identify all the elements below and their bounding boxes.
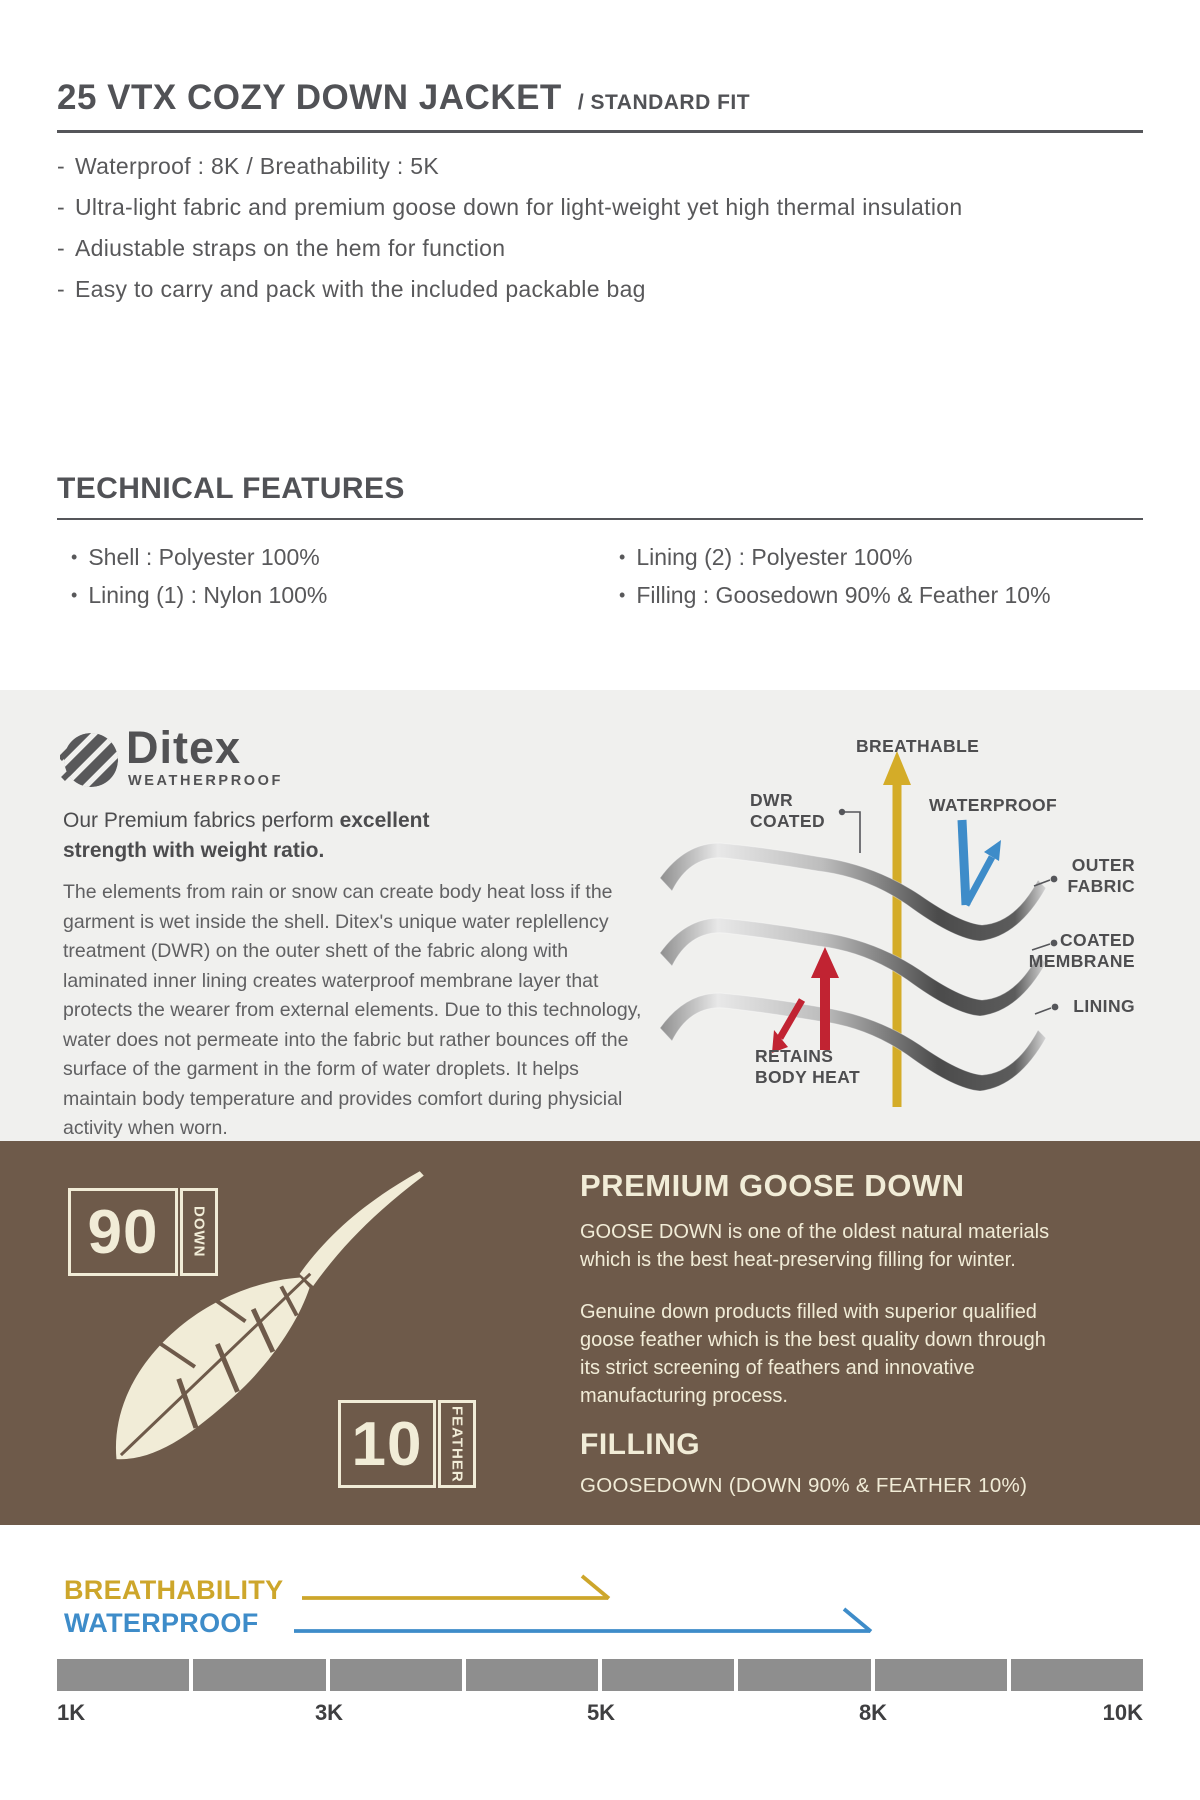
fabric-layers-diagram (630, 695, 1150, 1115)
rating-scale-bar (57, 1659, 1143, 1691)
dash-marker: - (57, 194, 65, 220)
page-header (57, 78, 1143, 133)
bullet-marker: • (619, 585, 626, 605)
tech-item-text: Lining (2) : Polyester 100% (636, 544, 913, 570)
feather-percent-badge (338, 1400, 476, 1488)
scale-tick-label: 3K (314, 1700, 344, 1725)
tech-item-text: Shell : Polyester 100% (88, 544, 320, 570)
scale-segment (330, 1659, 462, 1691)
scale-segment (466, 1659, 598, 1691)
tech-item (57, 538, 605, 576)
tech-item-text: Lining (1) : Nylon 100% (88, 582, 328, 608)
bullet-marker: • (619, 547, 626, 567)
scale-tick-label: 1K (57, 1700, 86, 1725)
feature-item (57, 146, 1143, 187)
down-unit-label: DOWN (180, 1188, 218, 1276)
feature-item (57, 187, 1143, 228)
scale-segment (602, 1659, 734, 1691)
scale-tick-label: 8K (858, 1700, 888, 1725)
ditex-body-paragraph: The elements from rain or snow can create body heat loss if the garment is wet inside the shell. Ditex's unique water replellency treatment (DWR) on the outer shett of the fabric along with laminated inner lining creates waterproof membrane layer that protects the wearer from external elements. Due to this technology, water does not permeate into the fabric but rather bounces off the surface of the garment in the form of water droplets. It helps maintain body temperature and provides comfort during physicial activity when worn. (63, 881, 642, 1139)
scale-tick-label: 5K (586, 1700, 616, 1725)
feather-percent-value: 10 (338, 1400, 436, 1488)
feather-unit-label: FEATHER (438, 1400, 476, 1488)
dash-marker: - (57, 235, 65, 261)
feature-list (57, 146, 1143, 310)
bullet-marker: • (71, 547, 78, 567)
tech-item-text: Filling : Goosedown 90% & Feather 10% (636, 582, 1051, 608)
goose-paragraph-2: Genuine down products filled with superior qualified goose feather which is the best quality down through its strict screening of feathers and innovative manufacturing process. (580, 1301, 1046, 1407)
product-title: 25 VTX COZY DOWN JACKET (57, 78, 562, 117)
scale-segment (738, 1659, 870, 1691)
feature-text: Ultra-light fabric and premium goose down for light-weight yet high thermal insulation (74, 194, 963, 220)
scale-tick-label: 10K (1102, 1700, 1143, 1725)
filling-detail: GOOSEDOWN (DOWN 90% & FEATHER 10%) (580, 1474, 1028, 1497)
fit-label: / STANDARD FIT (577, 91, 751, 114)
down-percent-badge (68, 1188, 218, 1276)
waterproof-rating-label: WATERPROOF (64, 1608, 259, 1638)
retains-heat-arrow (772, 947, 839, 1053)
bullet-marker: • (71, 585, 78, 605)
scale-segment (1011, 1659, 1143, 1691)
tech-item (605, 538, 1143, 576)
lead-bold: excellent strength with weight ratio. (63, 809, 430, 862)
dwr-coated-label: DWR COATED (750, 790, 825, 831)
premium-goose-down-heading: PREMIUM GOOSE DOWN (580, 1168, 965, 1203)
filling-heading: FILLING (580, 1428, 701, 1461)
ditex-logo-icon (60, 730, 120, 790)
waterproof-arrow (292, 1602, 877, 1636)
scale-segment (875, 1659, 1007, 1691)
feature-text: Waterproof : 8K / Breathability : 5K (74, 153, 440, 179)
down-percent-value: 90 (68, 1188, 178, 1276)
breathable-label: BREATHABLE (856, 736, 980, 756)
ditex-lead-paragraph (63, 806, 515, 866)
tech-item (605, 576, 1143, 614)
technical-features-list (57, 538, 1143, 614)
technical-features-heading: TECHNICAL FEATURES (57, 472, 1143, 520)
waterproof-label: WATERPROOF (929, 795, 1058, 815)
coated-membrane-label: COATED MEMBRANE (1028, 930, 1135, 971)
goose-paragraph-1: GOOSE DOWN is one of the oldest natural materials which is the best heat-preserving filling for winter. (580, 1221, 1050, 1271)
feature-text: Adiustable straps on the hem for function (74, 235, 506, 261)
lining-label: LINING (1073, 996, 1135, 1016)
feature-item (57, 228, 1143, 269)
retains-body-heat-label: RETAINS BODY HEAT (755, 1046, 861, 1087)
lead-normal: Our Premium fabrics perform (63, 809, 340, 832)
ditex-tagline: WEATHERPROOF (128, 773, 283, 789)
feature-item (57, 269, 1143, 310)
breathability-rating-label: BREATHABILITY (64, 1575, 284, 1605)
dash-marker: - (57, 153, 65, 179)
dash-marker: - (57, 276, 65, 302)
ditex-brand-name: Ditex (126, 722, 242, 773)
outer-fabric-label: OUTER FABRIC (1067, 855, 1135, 896)
scale-segment (57, 1659, 189, 1691)
breathability-arrow (300, 1570, 615, 1604)
feature-text: Easy to carry and pack with the included packable bag (74, 276, 646, 302)
tech-item (57, 576, 605, 614)
waterproof-bounce-arrow (962, 820, 1001, 905)
scale-segment (193, 1659, 325, 1691)
